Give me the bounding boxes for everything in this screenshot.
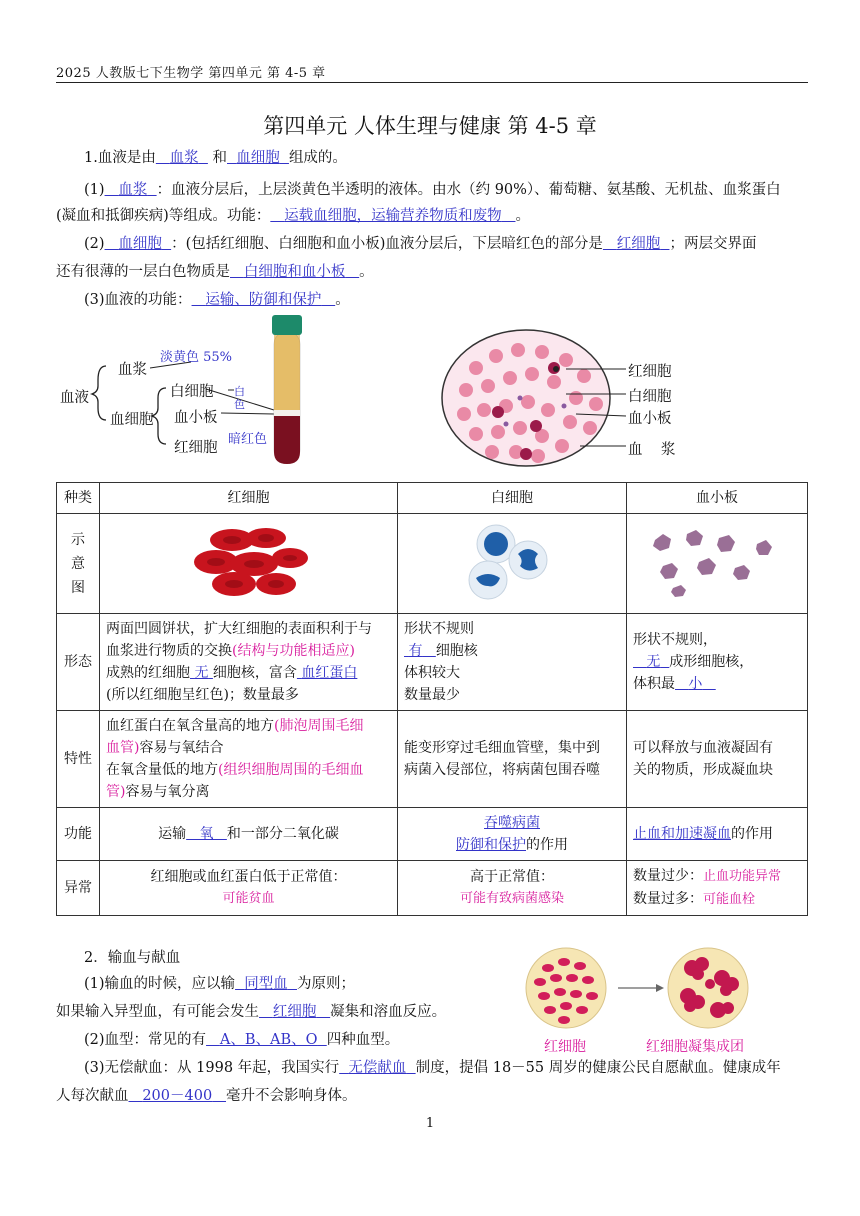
cell-text: 血管)容易与氧结合	[106, 740, 224, 756]
row-label-char: 示	[71, 531, 85, 548]
row-label-function: 功能	[57, 808, 100, 861]
table-row-abnormal	[57, 861, 808, 916]
label-blood-cells: 血细胞	[110, 412, 154, 428]
cell-text: 红细胞或血红蛋白低于正常值：	[150, 869, 347, 885]
rbc-abnormal-cell	[100, 861, 398, 916]
platelet-image-cell	[627, 514, 808, 614]
wbc-feature-cell	[398, 711, 627, 808]
cell-text: 在氧含量低的地方(组织细胞周围的毛细血	[106, 762, 364, 778]
rbc-image-cell	[100, 514, 398, 614]
table-row-shape	[57, 614, 808, 711]
platelet-illustration	[633, 518, 801, 602]
rbc-illustration	[106, 518, 391, 602]
running-header: 2025 人教版七下生物学 第四单元 第 4-5 章	[56, 66, 326, 81]
q1-line-4: (2) 血细胞 ：(包括红细胞、白细胞和血小板)血液分层后，下层暗红色的部分是 红细胞 ；两层交界面	[84, 236, 757, 252]
wbc-shape-cell	[398, 614, 627, 711]
q2-line-3: (2)血型：常见的有 A、B、AB、O 四种血型。	[84, 1032, 400, 1048]
smear-pointer-lines	[566, 328, 626, 468]
row-label-abnormal: 异常	[57, 861, 100, 916]
cell-text: 数量过少：止血功能异常	[633, 868, 782, 884]
cell-text: 血红蛋白在氧含量高的地方(肺泡周围毛细	[106, 718, 364, 734]
wbc-image-cell	[398, 514, 627, 614]
row-label-char: 意	[71, 555, 85, 572]
table-header: 血小板	[627, 483, 808, 514]
table-header: 红细胞	[100, 483, 398, 514]
table-header-row	[57, 483, 808, 514]
answer-blood-function: 运输、防御和保护	[205, 292, 322, 308]
table-row-feature	[57, 711, 808, 808]
label-wbc: 白细胞	[170, 384, 214, 400]
answer-blood-cells-2: 血细胞	[118, 236, 162, 252]
blood-composition-diagram	[56, 310, 316, 475]
platelet-shape-cell	[627, 614, 808, 711]
cell-text: 管)容易与氧分离	[106, 784, 210, 800]
page-number: 1	[425, 1116, 435, 1131]
text: 和	[212, 150, 227, 166]
cell-text: 可能贫血	[222, 891, 275, 906]
answer-donation-volume: 200－400	[142, 1088, 213, 1104]
smear-label-platelet: 血小板	[628, 411, 672, 427]
answer-rbc-agglutination: 红细胞	[272, 1004, 317, 1020]
row-label-diagram	[57, 514, 100, 614]
q2-line-4: (3)无偿献血：从 1998 年起，我国实行 无偿献血 制度，提倡 18－55 周岁的健康公民自愿献血。健康成年	[84, 1060, 781, 1076]
q1-line-2: (1) 血浆 ：血液分层后，上层淡黄色半透明的液体。由水（约 90%）、葡萄糖、氨基酸、无机盐、血浆蛋白	[84, 182, 781, 198]
note-dark-red: 暗红色	[228, 432, 268, 447]
platelet-abnormal-cell	[627, 861, 808, 916]
q1-line-3: (凝血和抵御疾病)等组成。功能： 运载血细胞，运输营养物质和废物 。	[56, 208, 530, 224]
text: 组成的。	[288, 150, 347, 166]
cell-text: 能变形穿过毛细血管壁，集中到	[404, 740, 600, 756]
smear-label-rbc: 红细胞	[628, 364, 672, 380]
answer-blood-types: A、B、AB、O	[219, 1032, 318, 1048]
page-title: 第四单元 人体生理与健康 第 4-5 章	[263, 114, 597, 138]
cell-text: 高于正常值：	[470, 869, 554, 885]
blood-smear-diagram	[436, 328, 696, 468]
table-header: 种类	[57, 483, 100, 514]
cell-text: 数量最少	[404, 687, 460, 703]
cell-text: 血浆进行物质的交换(结构与功能相适应)	[106, 643, 355, 659]
rbc-function-cell: 运输 氧 和一部分二氧化碳	[100, 808, 398, 861]
wbc-function-cell	[398, 808, 627, 861]
note-white-1: 白	[234, 385, 245, 398]
q2-line-5: 人每次献血 200－400 毫升不会影响身体。	[56, 1088, 357, 1104]
cell-text: 可能有致病菌感染	[459, 891, 564, 906]
q1-line-6: (3)血液的功能： 运输、防御和保护 。	[84, 292, 350, 308]
cell-text: 无 成形细胞核，	[646, 654, 754, 670]
q2-line-2: 如果输入异型血，有可能会发生 红细胞 凝集和溶血反应。	[56, 1004, 447, 1020]
row-label-feature: 特性	[57, 711, 100, 808]
label-blood: 血液	[60, 390, 89, 406]
cell-text: 关的物质，形成凝血块	[633, 762, 773, 778]
cell-text: 吞噬病菌	[484, 815, 540, 831]
header-rule	[56, 82, 808, 83]
cell-text: 成熟的红细胞 无 细胞核，富含 血红蛋白	[106, 665, 358, 681]
note-plasma: 淡黄色 55%	[160, 350, 233, 365]
answer-hemoglobin: 血红蛋白	[301, 665, 358, 681]
cell-text: 两面凹圆饼状，扩大红细胞的表面积利于与	[106, 621, 372, 637]
table-row-function	[57, 808, 808, 861]
cell-text: 体积较大	[404, 665, 460, 681]
cell-text: 防御和保护的作用	[456, 837, 568, 853]
smear-label-wbc: 白细胞	[628, 389, 672, 405]
table-row-images	[57, 514, 808, 614]
wbc-abnormal-cell	[398, 861, 627, 916]
wbc-illustration	[404, 518, 620, 602]
platelet-function-cell: 止血和加速凝血的作用	[627, 808, 808, 861]
answer-plasma-2: 血浆	[118, 182, 148, 198]
answer-wbc-platelet: 白细胞和血小板	[243, 264, 346, 280]
table-header: 白细胞	[398, 483, 627, 514]
cell-text: 体积最 小	[633, 676, 703, 692]
answer-plasma-function: 运载血细胞，运输营养物质和废物	[284, 208, 502, 224]
cell-text: (所以红细胞呈红色)；数量最多	[106, 687, 299, 703]
q2-line-1: (1)输血的时候，应以输 同型血 为原则；	[84, 976, 355, 992]
agglutination-figure	[522, 944, 812, 1062]
q1-line-5: 还有很薄的一层白色物质是 白细胞和血小板 。	[56, 264, 374, 280]
answer-same-type: 同型血	[244, 976, 288, 992]
answer-plasma: 血浆	[169, 150, 199, 166]
platelet-feature-cell	[627, 711, 808, 808]
rbc-feature-cell	[100, 711, 398, 808]
cell-text: 形状不规则，	[633, 632, 717, 648]
row-label-char: 图	[71, 579, 85, 596]
blood-cell-comparison-table	[56, 482, 808, 916]
cell-text: 可以释放与血液凝固有	[633, 740, 773, 756]
cell-text: 病菌入侵部位，将病菌包围吞噬	[404, 762, 600, 778]
answer-blood-cells: 血细胞	[236, 150, 280, 166]
smear-label-plasma: 血 浆	[628, 442, 676, 458]
answer-rbc: 红细胞	[616, 236, 661, 252]
cell-text: 数量过多：可能血栓	[633, 891, 756, 907]
q1-line-1	[84, 148, 347, 168]
label-rbc: 红细胞	[174, 440, 218, 456]
note-white-2: 色	[234, 398, 245, 411]
cell-text: 有 细胞核	[408, 643, 478, 659]
label-plasma: 血浆	[118, 362, 147, 378]
row-label-shape: 形态	[57, 614, 100, 711]
label-platelet: 血小板	[174, 410, 218, 426]
label-rbc-normal: 红细胞	[544, 1039, 586, 1055]
rbc-shape-cell	[100, 614, 398, 711]
cell-text: 形状不规则	[404, 621, 474, 637]
q2-title: 2．输血与献血	[84, 950, 181, 966]
text: 1.血液是由	[84, 150, 156, 166]
label-rbc-agglutinated: 红细胞凝集成团	[646, 1039, 744, 1055]
agglutination-illustration	[522, 944, 812, 1039]
answer-free-donation: 无偿献血	[348, 1060, 407, 1076]
